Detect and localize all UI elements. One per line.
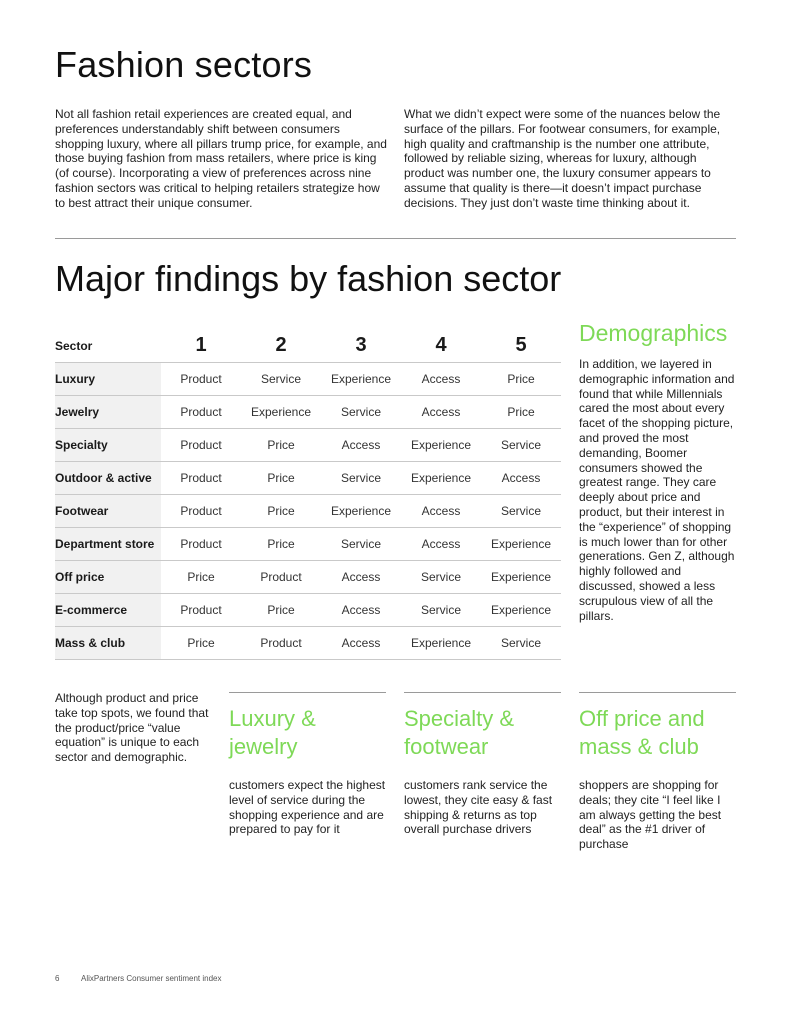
sector-name: Department store <box>55 528 161 560</box>
footer-publication: AlixPartners Consumer sentiment index <box>81 974 222 983</box>
sector-name: E-commerce <box>55 594 161 626</box>
table-cell: Service <box>500 636 541 650</box>
table-cell: Service <box>260 372 301 386</box>
table-cell: Access <box>421 504 461 518</box>
table-row <box>55 495 561 528</box>
card-text: shoppers are shopping for deals; they cite “I feel like I am always getting the best deal” as the #1 driver of purchase <box>579 778 722 852</box>
table-row <box>55 627 561 660</box>
card-title: Specialty & footwear <box>404 706 515 759</box>
demographics-title: Demographics <box>579 320 728 346</box>
table-cell: Price <box>267 603 295 617</box>
table-cell: Price <box>267 537 295 551</box>
sector-column-header: Sector <box>55 339 93 353</box>
table-cell: Service <box>420 570 461 584</box>
card-title: Luxury & jewelry <box>229 706 316 759</box>
table-body <box>55 363 561 660</box>
table-cell: Service <box>500 504 541 518</box>
table-cell: Price <box>507 405 535 419</box>
value-equation-note: Although product and price take top spots, we found that the product/price “value equation” is unique to each sector and demographic. <box>55 691 209 765</box>
rank-header: 2 <box>275 333 287 356</box>
table-cell: Experience <box>490 537 552 551</box>
table-cell: Service <box>340 537 381 551</box>
rank-header: 4 <box>435 333 447 356</box>
table-cell: Product <box>180 372 222 386</box>
table-cell: Experience <box>250 405 312 419</box>
luxury-jewelry-card <box>229 692 386 837</box>
table-cell: Experience <box>330 504 392 518</box>
card-title: Off price and mass & club <box>579 706 705 759</box>
table-cell: Product <box>180 537 222 551</box>
rank-header: 5 <box>515 333 527 356</box>
table-cell: Access <box>341 636 381 650</box>
table-cell: Product <box>180 504 222 518</box>
table-cell: Price <box>267 504 295 518</box>
table-cell: Experience <box>330 372 392 386</box>
specialty-footwear-card <box>404 692 561 837</box>
sector-name: Specialty <box>55 429 161 461</box>
rank-header: 1 <box>195 333 207 356</box>
table-cell: Experience <box>490 570 552 584</box>
table-cell: Experience <box>410 636 472 650</box>
table-row <box>55 462 561 495</box>
table-cell: Experience <box>410 471 472 485</box>
sector-ranking-table <box>55 328 561 660</box>
table-cell: Product <box>180 471 222 485</box>
sector-name: Mass & club <box>55 627 161 659</box>
sector-name: Luxury <box>55 363 161 395</box>
table-cell: Access <box>341 603 381 617</box>
table-row <box>55 594 561 627</box>
table-cell: Access <box>341 438 381 452</box>
sector-name: Jewelry <box>55 396 161 428</box>
table-row <box>55 363 561 396</box>
table-cell: Price <box>267 438 295 452</box>
page-title: Fashion sectors <box>55 44 313 85</box>
table-cell: Service <box>340 471 381 485</box>
table-cell: Service <box>340 405 381 419</box>
table-cell: Price <box>267 471 295 485</box>
table-cell: Product <box>180 603 222 617</box>
table-cell: Product <box>260 636 302 650</box>
page-number: 6 <box>55 974 60 983</box>
intro-paragraph-left: Not all fashion retail experiences are created equal, and preferences understandably shift between consumers shopping luxury, where all pillars trump price, for example, and those buying fashion from mass retailers, where price is king (of course). Incorporating a view of preferences across nine fashion sectors was critical to helping retailers strategize how to best attract their unique consumer. <box>55 107 387 210</box>
table-cell: Service <box>500 438 541 452</box>
page-footer <box>55 974 222 983</box>
table-cell: Access <box>421 537 461 551</box>
table-cell: Access <box>341 570 381 584</box>
sector-name: Outdoor & active <box>55 462 161 494</box>
table-header-row <box>55 328 561 363</box>
table-cell: Product <box>180 405 222 419</box>
table-cell: Product <box>180 438 222 452</box>
table-cell: Access <box>501 471 541 485</box>
table-cell: Price <box>187 570 215 584</box>
table-cell: Access <box>421 405 461 419</box>
sector-name: Footwear <box>55 495 161 527</box>
table-row <box>55 429 561 462</box>
table-cell: Access <box>421 372 461 386</box>
table-row <box>55 528 561 561</box>
table-row <box>55 561 561 594</box>
off-price-mass-club-card <box>579 692 736 852</box>
demographics-text: In addition, we layered in demographic information and found that while Millennials cared the most about every facet of the shopping picture, and proved the most demanding, Boomer consumers showed the greatest range. They care deeply about price and product, but their interest in the “experience” of shopping is much lower than for other generations. Gen Z, although highly followed and discussed, showed a less scrupulous view of all the pillars. <box>579 357 735 623</box>
table-cell: Price <box>507 372 535 386</box>
section-divider <box>55 238 736 239</box>
table-cell: Service <box>420 603 461 617</box>
card-text: customers rank service the lowest, they cite easy & fast shipping & returns as top overall purchase drivers <box>404 778 553 837</box>
table-cell: Price <box>187 636 215 650</box>
intro-paragraph-right: What we didn’t expect were some of the nuances below the surface of the pillars. For footwear consumers, for example, high quality and craftmanship is the number one attribute, followed by reliable sizing, whereas for luxury, although product was number one, the luxury consumer appears to assume that quality is there—it doesn’t impact purchase decisions. They just don’t waste time thinking about it. <box>404 107 721 210</box>
rank-header: 3 <box>355 333 367 356</box>
findings-title: Major findings by fashion sector <box>55 258 562 299</box>
sector-name: Off price <box>55 561 161 593</box>
table-cell: Product <box>260 570 302 584</box>
table-cell: Experience <box>410 438 472 452</box>
table-cell: Experience <box>490 603 552 617</box>
card-text: customers expect the highest level of service during the shopping experience and are prepared to pay for it <box>229 778 386 837</box>
table-row <box>55 396 561 429</box>
